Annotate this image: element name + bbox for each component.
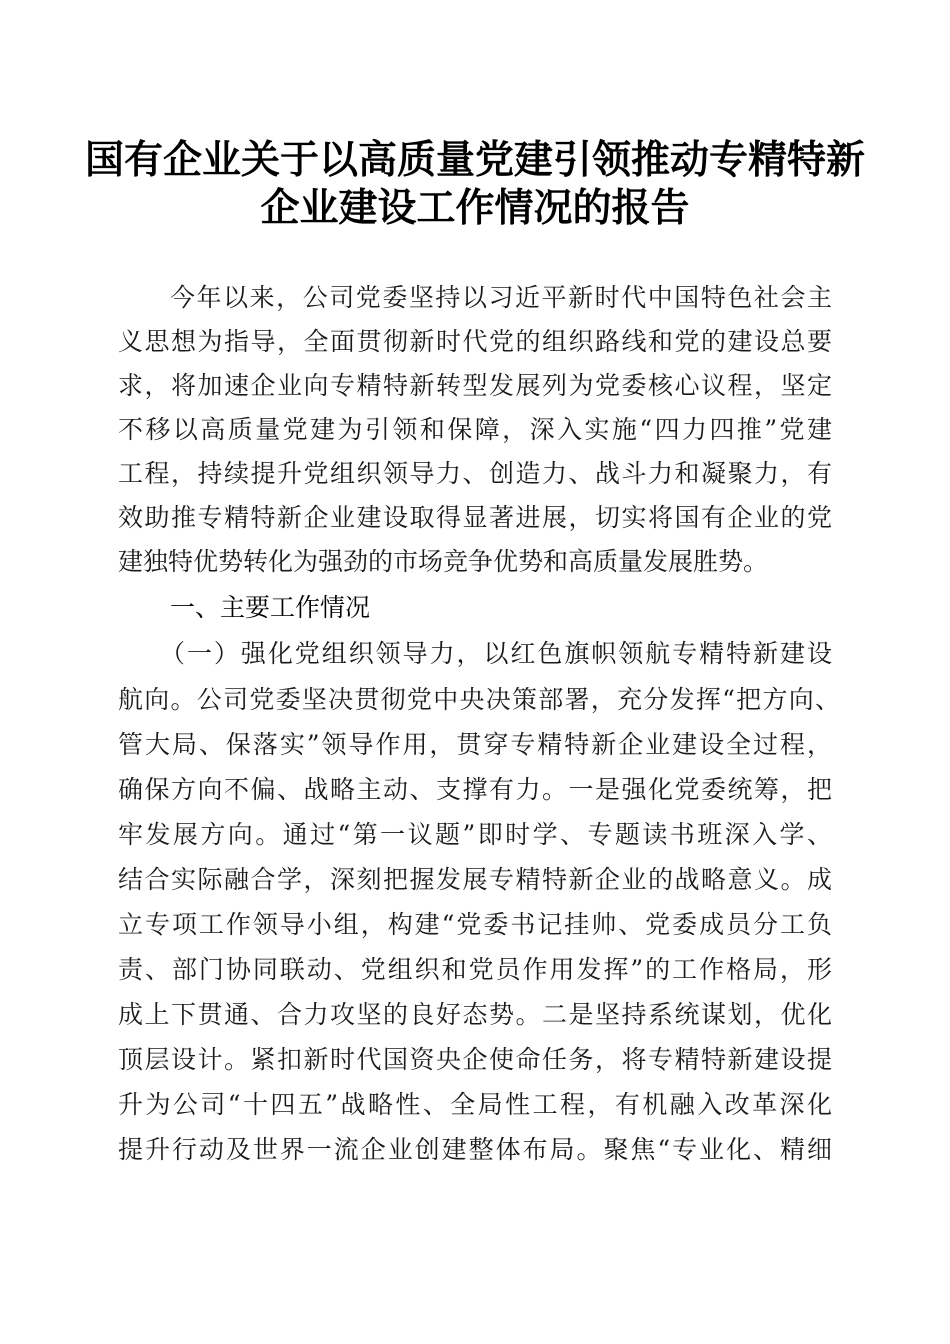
section-paragraph-line: 顶层设计。紧扣新时代国资央企使命任务，将专精特新建设提 [118, 1045, 832, 1074]
section-paragraph-line: 确保方向不偏、战略主动、支撑有力。一是强化党委统筹，把 [118, 775, 832, 804]
section-paragraph-line: 升为公司“十四五”战略性、全局性工程，有机融入改革深化 [118, 1090, 832, 1119]
report-title-line-1: 国有企业关于以高质量党建引领推动专精特新 [84, 137, 865, 183]
report-title-line-2: 企业建设工作情况的报告 [260, 185, 690, 231]
intro-paragraph-line: 建独特优势转化为强劲的市场竞争优势和高质量发展胜势。 [118, 547, 769, 576]
section-paragraph-line: （一）强化党组织领导力，以红色旗帜领航专精特新建设 [160, 639, 832, 668]
intro-paragraph-line: 求，将加速企业向专精特新转型发展列为党委核心议程，坚定 [118, 371, 832, 400]
intro-paragraph-line: 今年以来，公司党委坚持以习近平新时代中国特色社会主 [170, 283, 832, 312]
section-paragraph-line: 结合实际融合学，深刻把握发展专精特新企业的战略意义。成 [118, 865, 832, 894]
section-paragraph-line: 管大局、保落实”领导作用，贯穿专精特新企业建设全过程， [118, 730, 832, 759]
intro-paragraph-line: 不移以高质量党建为引领和保障，深入实施“四力四推”党建 [118, 415, 832, 444]
section-paragraph-line: 提升行动及世界一流企业创建整体布局。聚焦“专业化、精细 [118, 1135, 832, 1164]
section-paragraph-line: 立专项工作领导小组，构建“党委书记挂帅、党委成员分工负 [118, 910, 832, 939]
section-paragraph-line: 航向。公司党委坚决贯彻党中央决策部署，充分发挥“把方向、 [118, 685, 840, 714]
intro-paragraph-line: 效助推专精特新企业建设取得显著进展，切实将国有企业的党 [118, 503, 832, 532]
section-paragraph-line: 牢发展方向。通过“第一议题”即时学、专题读书班深入学、 [118, 820, 832, 849]
intro-paragraph-line: 义思想为指导，全面贯彻新时代党的组织路线和党的建设总要 [118, 327, 832, 356]
intro-paragraph-line: 工程，持续提升党组织领导力、创造力、战斗力和凝聚力，有 [118, 459, 832, 488]
section-paragraph-line: 成上下贯通、合力攻坚的良好态势。二是坚持系统谋划，优化 [118, 1000, 832, 1029]
section-paragraph-line: 责、部门协同联动、党组织和党员作用发挥”的工作格局，形 [118, 955, 832, 984]
section-heading: 一、主要工作情况 [170, 593, 371, 622]
